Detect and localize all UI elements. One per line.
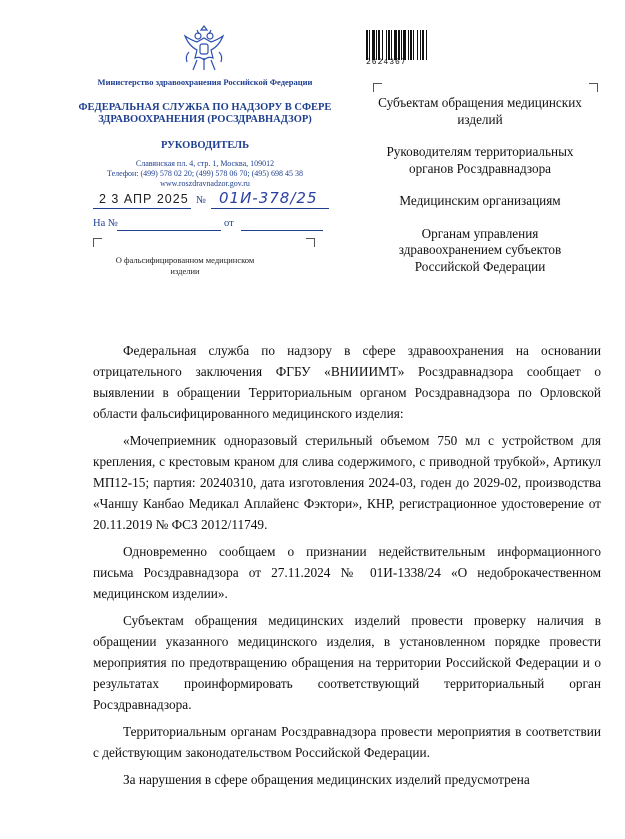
body-paragraph: Субъектам обращения медицинских изделий провести проверку наличия в обращении указанного медицинского изделия, в установленном порядке провести мероприятия по предотвращению обращения на территории Российской Федерации и о результатах проинформировать соответствующий территориальный орган Росздравнадзора. <box>93 613 601 712</box>
barcode-bar <box>426 30 427 60</box>
addressee: Руководителям территориальных органов Росздравнадзора <box>386 144 574 176</box>
subject-bracket-left <box>93 238 102 247</box>
addressee: Субъектам обращения медицинских изделий <box>378 95 582 127</box>
ministry-name: Министерство здравоохранения Российской Федерации <box>97 77 313 87</box>
date-underline <box>93 208 191 209</box>
barcode-bar <box>408 30 409 60</box>
letter-subject: О фальсифицированном медицинском изделии <box>115 255 255 276</box>
barcode-bar <box>382 30 383 60</box>
registration-number-handwritten: 01И-378/25 <box>219 189 318 207</box>
barcode <box>366 30 439 60</box>
barcode-bar <box>369 30 370 60</box>
body-paragraph: Федеральная служба по надзору в сфере здравоохранения на основании отрицательного заключения ФГБУ «ВНИИИМТ» Росздравнадзора сообщает о выявлении в обращении Территориальным органом Росздравнадзора по Орловской области фальсифицированного медицинского изделия: <box>93 343 601 421</box>
reply-to-label: На № <box>93 218 118 229</box>
service-name: ФЕДЕРАЛЬНАЯ СЛУЖБА ПО НАДЗОРУ В СФЕРЕ ЗДРАВООХРАНЕНИЯ (РОСЗДРАВНАДЗОР) <box>78 102 332 125</box>
number-label: № <box>196 195 207 206</box>
body-paragraph: «Мочеприемник одноразовый стерильный объемом 750 мл с устройством для крепления, с крестовым краном для слива содержимого, с приводной трубкой», Артикул МП12-15; партия: 20240310, дата изготовления 2024-03, годен до 2029-02, производства «Чаншу Канбао Медикал Аплайенс Фэктори», КНР, регистрационное удостоверение от 20.11.2019 № ФСЗ 2012/11749. <box>93 433 601 532</box>
barcode-number: 2624367 <box>366 58 407 67</box>
body-paragraph: За нарушения в сфере обращения медицинских изделий предусмотрена <box>123 772 530 787</box>
barcode-bar <box>394 30 397 60</box>
reply-number-blank <box>117 230 221 231</box>
barcode-bar <box>376 30 377 60</box>
barcode-bar <box>422 30 424 60</box>
barcode-bar <box>398 30 400 60</box>
reply-to-row <box>93 218 323 234</box>
addressee: Органам управления здравоохранением субъектов Российской Федерации <box>398 225 562 274</box>
phones: Телефон: (499) 578 02 20; (499) 578 06 70; (495) 698 45 38 <box>107 169 303 178</box>
subject-bracket-right <box>306 238 315 247</box>
registration-row <box>93 189 323 212</box>
registration-date-stamp: 2 3 АПР 2025 <box>99 192 189 206</box>
barcode-bar <box>378 30 380 60</box>
barcode-bar <box>413 30 414 60</box>
letter-body <box>93 340 601 796</box>
barcode-bar <box>388 30 390 60</box>
website: www.roszdravnadzor.gov.ru <box>160 179 250 188</box>
barcode-bar <box>410 30 412 60</box>
addressee: Медицинским организациям <box>399 193 561 208</box>
barcode-bar <box>391 30 392 60</box>
addressees-block <box>373 95 587 291</box>
reply-date-blank <box>241 230 323 231</box>
barcode-bar <box>366 30 368 60</box>
barcode-bar <box>386 30 387 60</box>
addressee-bracket-right <box>589 83 598 92</box>
body-paragraph: Территориальным органам Росздравнадзора провести мероприятия в соответствии с действующим законодательством Российской Федерации. <box>93 724 601 760</box>
barcode-bar <box>420 30 421 60</box>
barcode-bar <box>372 30 375 60</box>
barcode-bar <box>401 30 402 60</box>
barcode-bar <box>417 30 418 60</box>
coat-of-arms-icon <box>179 22 229 76</box>
barcode-bar <box>403 30 406 60</box>
from-label: от <box>224 218 234 229</box>
head-title: РУКОВОДИТЕЛЬ <box>160 140 250 151</box>
number-underline <box>211 208 329 209</box>
addressee-bracket-left <box>373 83 382 92</box>
body-paragraph: Одновременно сообщаем о признании недействительным информационного письма Росздравнадзора от 27.11.2024 № 01И-1338/24 «О недоброкачественном медицинском изделии». <box>93 544 601 601</box>
address: Славянская пл. 4, стр. 1, Москва, 109012 <box>135 159 275 168</box>
address-block <box>70 159 340 189</box>
